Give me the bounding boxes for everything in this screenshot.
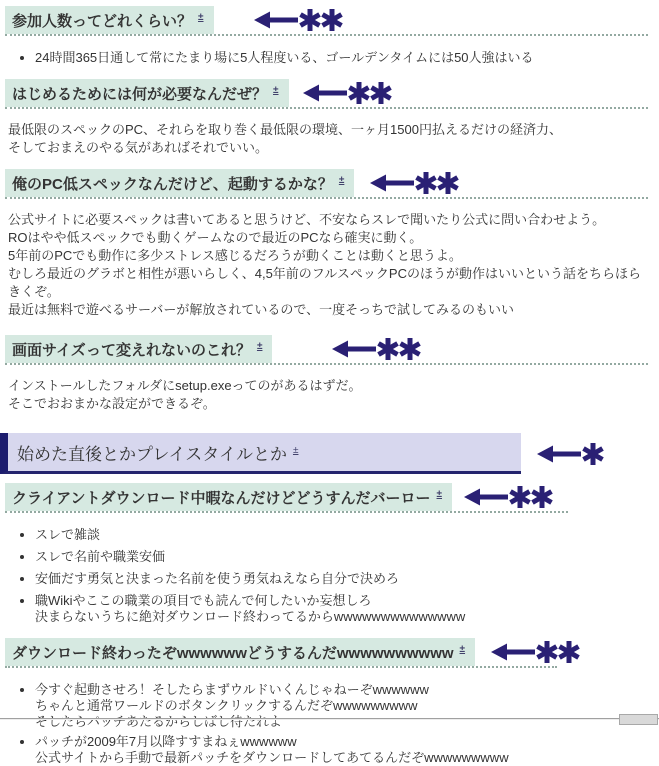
list-item-text: ちゃんと通常ワールドのボタンクリックするんだぞwwwwwwwww — [35, 698, 418, 713]
scrollbar-grip[interactable] — [619, 714, 658, 725]
section-heading-row — [5, 483, 659, 511]
heading-text: 始めた直後とかプレイスタイルとか — [17, 445, 287, 464]
section-heading-requirements — [5, 79, 289, 107]
list-item-text: スレで名前や職業安価 — [35, 549, 166, 564]
clipped-text-line — [35, 750, 650, 765]
list-item — [35, 682, 650, 730]
annotation-left-arrow-two-asterisks-icon — [368, 169, 460, 197]
heading-text: はじめるためには何が必要なんだぜ？ — [12, 86, 268, 103]
section-heading-low-spec-pc — [5, 169, 354, 197]
list-item — [35, 593, 650, 625]
list-item-text: パッチが2009年7月以降すすまねぇwwwwww — [35, 734, 297, 749]
paragraph — [8, 121, 653, 157]
window-bottom-edge — [0, 718, 659, 720]
heading-dotted-rule — [5, 197, 648, 199]
heading-anchor-link[interactable]: ± — [198, 12, 204, 23]
list-item-text: 決まらないうちに絶対ダウンロード終わってるからwwwwwwwwwwwwww — [35, 609, 466, 624]
annotation-left-arrow-two-asterisks-icon — [252, 6, 344, 34]
paragraph-line: ROはやや低スペックでも動くゲームなので最近のPCなら確実に動く。 — [8, 230, 423, 245]
heading-anchor-link[interactable]: ± — [436, 489, 443, 500]
list-item — [35, 549, 650, 565]
heading-anchor-link[interactable]: ± — [292, 445, 299, 457]
section-heading-row — [5, 79, 659, 107]
heading-anchor-link[interactable]: ± — [338, 175, 345, 186]
heading-text: 参加人数ってどれくらい？ — [12, 13, 193, 30]
paragraph-line: 公式サイトに必要スペックは書いてあると思うけど、不安ならスレで聞いたり公式に問い合わせよう。 — [8, 212, 606, 227]
heading-text: 俺のPC低スペックなんだけど、起動するかな？ — [12, 176, 333, 193]
annotation-left-arrow-one-asterisk-icon — [535, 440, 605, 468]
paragraph — [8, 211, 653, 319]
annotation-left-arrow-two-asterisks-icon — [489, 638, 581, 666]
bullet-list — [5, 527, 650, 625]
list-item-text: そしたらパッチあたるからしばし待たれよ — [35, 714, 283, 729]
chapter-heading-row — [0, 433, 659, 474]
paragraph-line: むしろ最近のグラボと相性が悪いらしく、4,5年前のフルスペックPCのほうが動作はいいという話をちらほらきくぞ。 — [8, 266, 641, 299]
paragraph-line: 最低限のスペックのPC、それらを取り巻く最低限の環境、一ヶ月1500円払えるだけの経済力、 — [8, 122, 562, 137]
section-heading-during-download — [5, 483, 452, 511]
chapter-heading-after-start — [0, 433, 521, 474]
heading-dotted-rule — [5, 107, 648, 109]
heading-anchor-link[interactable]: ± — [459, 644, 466, 655]
paragraph-line: そこでおおまかな設定ができるぞ。 — [8, 396, 216, 411]
section-heading-participants — [5, 6, 214, 34]
heading-anchor-link[interactable]: ± — [256, 341, 263, 352]
annotation-left-arrow-two-asterisks-icon — [301, 79, 393, 107]
paragraph-line: 5年前のPCでも動作に多少ストレス感じるだろうが動くことは動くと思うよ。 — [8, 248, 462, 263]
section-heading-row — [5, 638, 659, 666]
paragraph — [8, 377, 653, 413]
section-heading-screen-size — [5, 335, 272, 363]
bullet-list — [5, 50, 650, 66]
heading-dotted-rule — [5, 363, 648, 365]
list-item-text: 公式サイトから手動で最新パッチをダウンロードしてあてるんだぞwwwwwwwww — [35, 750, 509, 765]
paragraph-line: そしておまえのやる気があればそれでいい。 — [8, 140, 269, 155]
heading-text: 画面サイズって変えれないのこれ？ — [12, 342, 251, 359]
list-item-text: スレで雑談 — [35, 527, 101, 542]
list-item-text: 24時間365日通して常にたまり場に5人程度いる、ゴールデンタイムには50人強はいる — [35, 50, 534, 65]
heading-dotted-rule — [5, 666, 557, 668]
heading-dotted-rule — [5, 511, 568, 513]
list-item-text: 職Wikiやここの職業の項目でも読んで何したいか妄想しろ — [35, 593, 372, 608]
list-item — [35, 50, 650, 66]
annotation-left-arrow-two-asterisks-icon — [330, 335, 422, 363]
heading-anchor-link[interactable]: ± — [273, 85, 279, 96]
heading-text: ダウンロード終わったぞwwwwwwどうするんだwwwwwwwwww — [12, 645, 454, 662]
section-heading-download-finished — [5, 638, 475, 666]
heading-text: クライアントダウンロード中暇なんだけどどうすんだバーロー — [12, 490, 431, 507]
list-item-text: 今すぐ起動させろ！そしたらまずウルドいくんじゃねーぞwwwwww — [35, 682, 429, 697]
section-heading-row — [5, 335, 659, 363]
annotation-left-arrow-two-asterisks-icon — [462, 483, 554, 511]
list-item — [35, 571, 650, 587]
section-heading-row — [5, 6, 659, 34]
paragraph-line: インストールしたフォルダにsetup.exeってのがあるはずだ。 — [8, 378, 362, 393]
section-heading-row — [5, 169, 659, 197]
heading-dotted-rule — [5, 34, 648, 36]
list-item-text: 安価だす勇気と決まった名前を使う勇気ねえなら自分で決めろ — [35, 571, 400, 586]
list-item — [35, 734, 650, 765]
list-item — [35, 527, 650, 543]
paragraph-line: 最近は無料で遊べるサーバーが解放されているので、一度そっちで試してみるのもいい — [8, 302, 514, 317]
